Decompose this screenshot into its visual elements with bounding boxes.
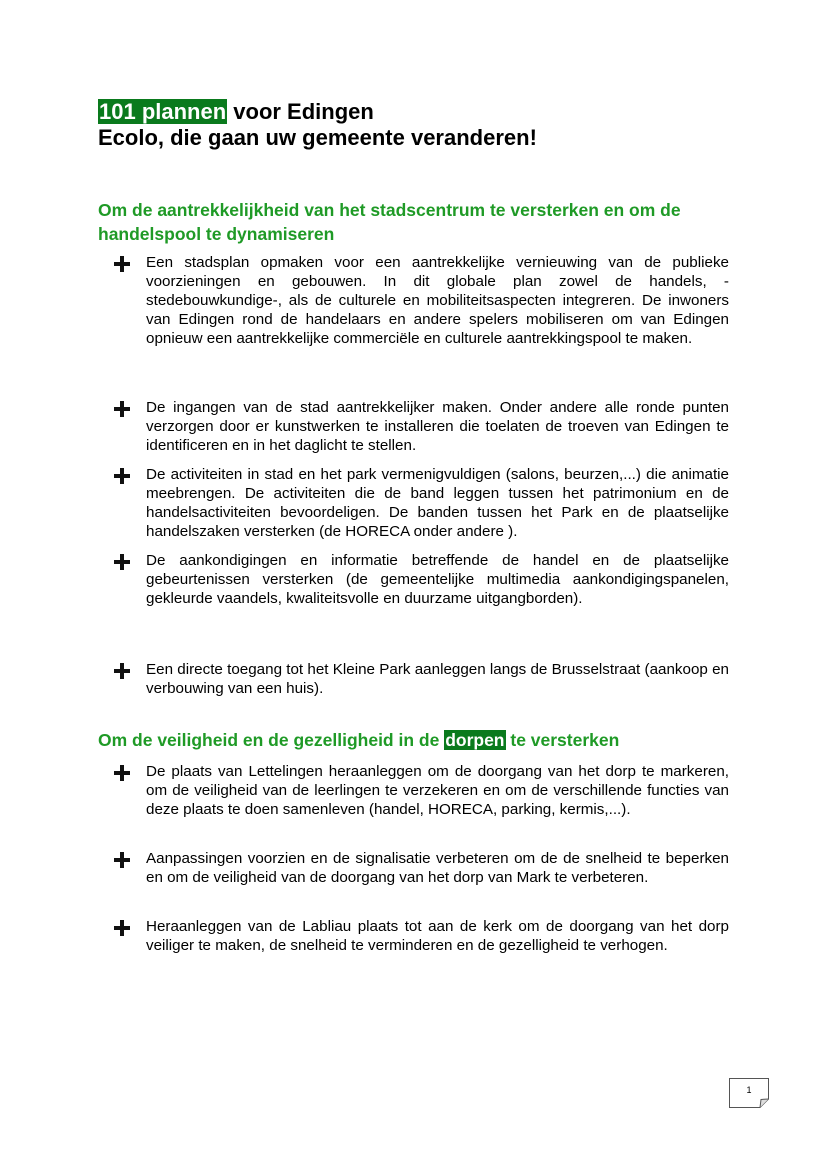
page-number-box (729, 1078, 769, 1108)
plus-cross-icon (113, 553, 131, 571)
plus-cross-icon (113, 851, 131, 869)
page-number: 1 (746, 1085, 752, 1095)
list-item (113, 398, 729, 455)
section-heading-stadscentrum: Om de aantrekkelijkheid van het stadscentrum te versterken en om de handelspool te dynamiseren (98, 200, 681, 244)
section-heading-dorpen (98, 728, 738, 752)
bullet-text: Heraanleggen van de Labliau plaats tot aan de kerk om de doorgang van het dorp veiliger te maken, de snelheid te verminderen en de gezelligheid te verhogen. (146, 918, 729, 955)
bullet-text: Aanpassingen voorzien en de signalisatie verbeteren om de de snelheid te beperken en om de veiligheid van de doorgang van het dorp van Mark te verbeteren. (146, 850, 729, 887)
page-title (98, 99, 537, 151)
bullet-text: De aankondigingen en informatie betreffende de handel en de plaatselijke gebeurtenissen versterken (de gemeentelijke multimedia aankondigingspanelen, gekleurde vaandels, kwaliteitsvolle en duurzame uitgangborden). (146, 552, 729, 608)
bullet-text: De plaats van Lettelingen heraanleggen om de doorgang van het dorp te markeren, om de veiligheid van de leerlingen te verzekeren en om de verschillende functies van deze plaats te doen samenleven (handel, HORECA, parking, kermis,...). (146, 763, 729, 819)
list-item (113, 465, 729, 541)
title-line2: Ecolo, die gaan uw gemeente veranderen! (98, 125, 537, 150)
list-item (113, 253, 729, 348)
bullet-text: Een directe toegang tot het Kleine Park aanleggen langs de Brusselstraat (aankoop en verbouwing van een huis). (146, 661, 729, 698)
title-highlight: 101 plannen (99, 99, 227, 124)
heading-highlight: dorpen (445, 730, 505, 750)
list-item (113, 660, 729, 698)
title-line1-rest: voor Edingen (227, 99, 374, 124)
list-item (113, 762, 729, 819)
plus-cross-icon (113, 764, 131, 782)
heading-text: te versterken (505, 730, 620, 750)
plus-cross-icon (113, 662, 131, 680)
plus-cross-icon (113, 400, 131, 418)
bullet-text: Een stadsplan opmaken voor een aantrekkelijke vernieuwing van de publieke voorzieningen en gebouwen. In dit globale plan zowel de handels, -stedebouwkundige-, als de culturele en mobiliteitsaspecten integreren. De inwoners van Edingen rond de handelaars en andere spelers mobiliseren om van Edingen opnieuw een aantrekkelijke commerciële en culturele aantrekkingspool te maken. (146, 254, 729, 348)
plus-cross-icon (113, 467, 131, 485)
plus-cross-icon (113, 255, 131, 273)
bullet-text: De ingangen van de stad aantrekkelijker maken. Onder andere alle ronde punten verzorgen door er kunstwerken te installeren die toelaten de troeven van Edingen te identificeren en in het daglicht te stellen. (146, 399, 729, 455)
heading-text: Om de veiligheid en de gezelligheid in de (98, 730, 445, 750)
list-item (113, 849, 729, 887)
list-item (113, 551, 729, 608)
bullet-text: De activiteiten in stad en het park vermenigvuldigen (salons, beurzen,...) die animatie meebrengen. De activiteiten die de band leggen tussen het patrimonium en de handelsactiviteiten bevoordeligen. De banden tussen het Park en de plaatselijke handelszaken versterken (de HORECA onder andere ). (146, 466, 729, 541)
plus-cross-icon (113, 919, 131, 937)
list-item (113, 917, 729, 955)
